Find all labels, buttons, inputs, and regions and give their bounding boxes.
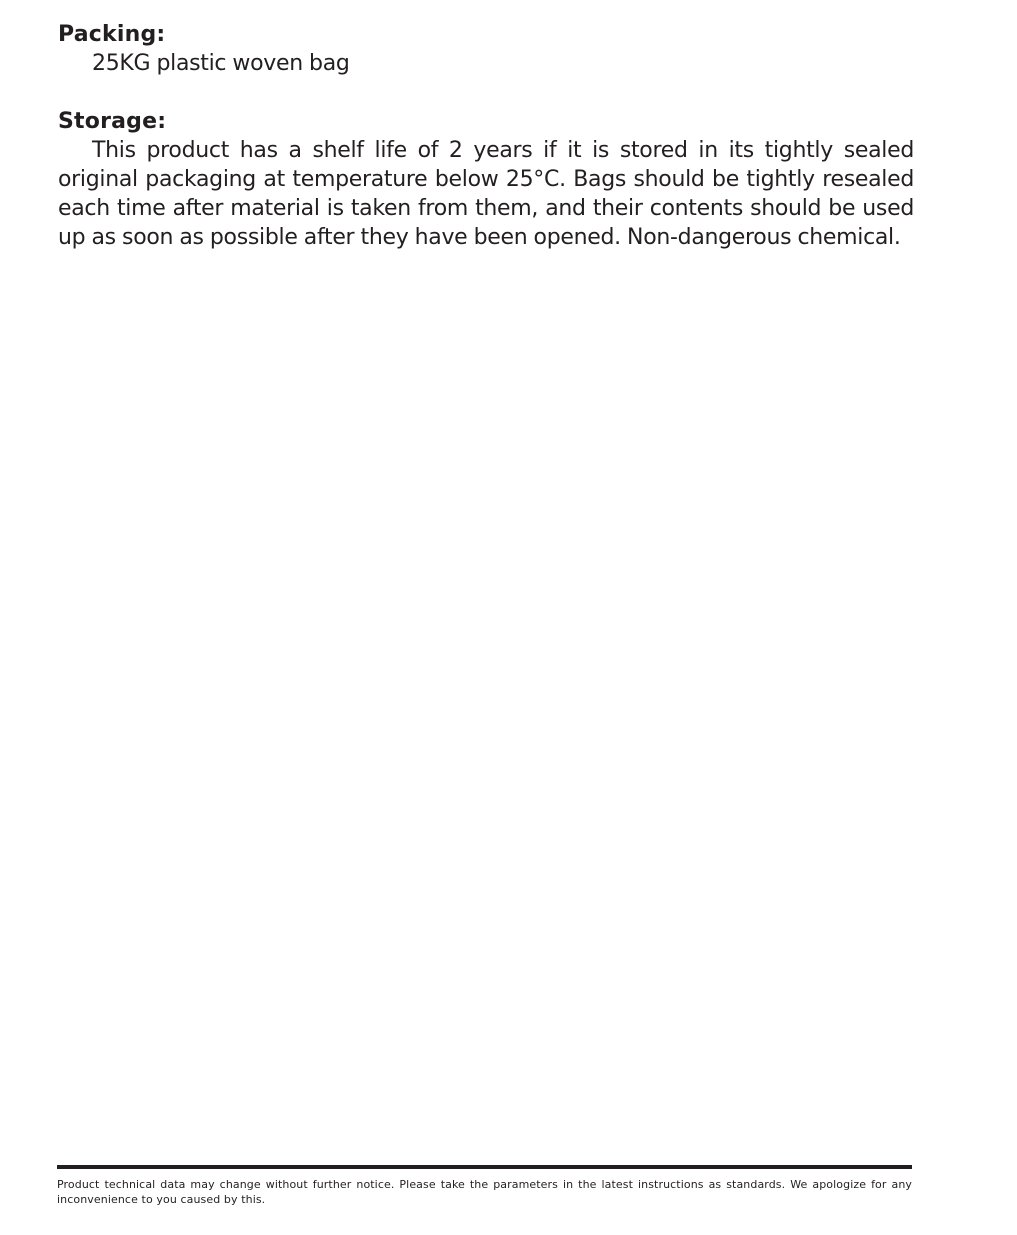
storage-heading: Storage: <box>58 109 167 134</box>
packing-heading: Packing: <box>58 22 166 47</box>
packing-body: 25KG plastic woven bag <box>92 51 350 76</box>
footer-divider <box>57 1165 912 1169</box>
storage-section <box>58 107 914 252</box>
footer <box>57 1165 912 1207</box>
packing-section <box>58 20 914 78</box>
document-page <box>58 20 914 252</box>
footer-disclaimer: Product technical data may change without further notice. Please take the parameters in the latest instructions as standards. We apologize for any inconvenience to you caused by this. <box>57 1178 912 1206</box>
storage-body: This product has a shelf life of 2 years if it is stored in its tightly sealed original packaging at temperature below 25°C. Bags should be tightly resealed each time after material is taken from them, and their contents should be used up as soon as possible after they have been opened. Non-dangerous chemical. <box>58 138 914 250</box>
